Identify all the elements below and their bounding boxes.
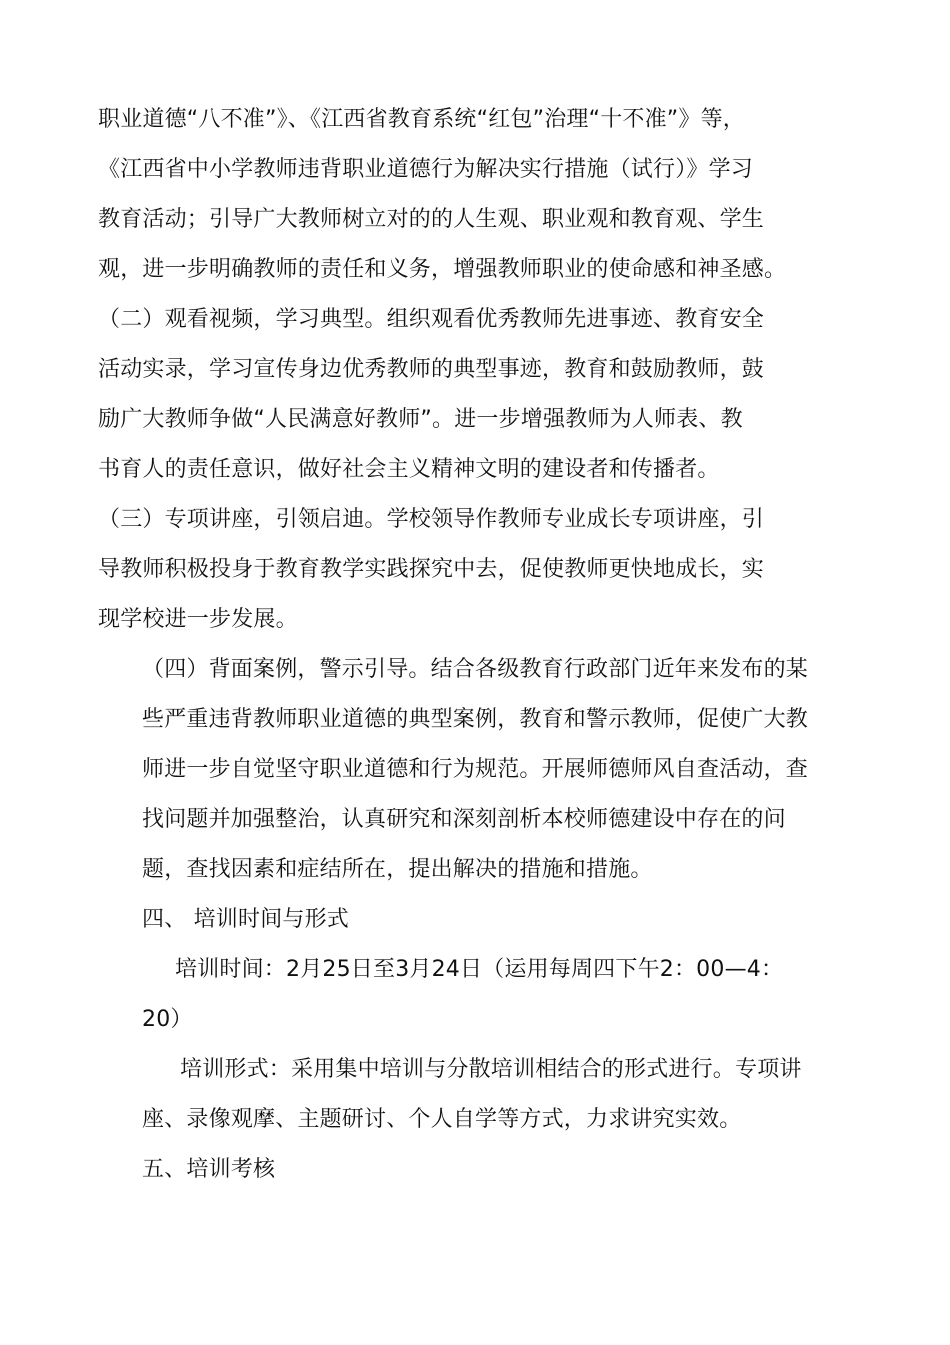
paragraph-line: 培训时间：2月25日至3月24日（运用每周四下午2：00—4： bbox=[175, 957, 784, 982]
section-heading: 五、培训考核 bbox=[142, 1157, 276, 1182]
section-heading: 四、 培训时间与形式 bbox=[142, 907, 349, 932]
paragraph-line: （四）背面案例，警示引导。结合各级教育行政部门近年来发布的某 bbox=[142, 657, 809, 682]
paragraph-line: （二）观看视频，学习典型。组织观看优秀教师先进事迹、教育安全 bbox=[98, 307, 765, 332]
paragraph-line: 《江西省中小学教师违背职业道德行为解决实行措施（试行）》学习 bbox=[98, 157, 754, 182]
paragraph-line: 教育活动；引导广大教师树立对的的人生观、职业观和教育观、学生 bbox=[98, 207, 765, 232]
paragraph-line: 找问题并加强整治，认真研究和深刻剖析本校师德建设中存在的问 bbox=[142, 807, 786, 832]
paragraph-line: 活动实录，学习宣传身边优秀教师的典型事迹，教育和鼓励教师，鼓 bbox=[98, 357, 765, 382]
paragraph-line: 座、录像观摩、主题研讨、个人自学等方式，力求讲究实效。 bbox=[142, 1107, 742, 1132]
paragraph-line: 导教师积极投身于教育教学实践探究中去，促使教师更快地成长，实 bbox=[98, 557, 765, 582]
paragraph-line: 培训形式：采用集中培训与分散培训相结合的形式进行。专项讲 bbox=[180, 1057, 802, 1082]
paragraph-line: 题，查找因素和症结所在，提出解决的措施和措施。 bbox=[142, 857, 653, 882]
paragraph-line: 20） bbox=[142, 1007, 193, 1032]
paragraph-line: （三）专项讲座，引领启迪。学校领导作教师专业成长专项讲座，引 bbox=[98, 507, 765, 532]
paragraph-line: 些严重违背教师职业道德的典型案例，教育和警示教师，促使广大教 bbox=[142, 707, 809, 732]
paragraph-line: 书育人的责任意识，做好社会主义精神文明的建设者和传播者。 bbox=[98, 457, 720, 482]
paragraph-line: 观，进一步明确教师的责任和义务，增强教师职业的使命感和神圣感。 bbox=[98, 257, 787, 282]
paragraph-line: 现学校进一步发展。 bbox=[98, 607, 298, 632]
paragraph-line: 职业道德“八不准”》、《江西省教育系统“红包”治理“十不准”》等， bbox=[98, 107, 745, 132]
paragraph-line: 励广大教师争做“人民满意好教师”。进一步增强教师为人师表、教 bbox=[98, 407, 743, 432]
paragraph-line: 师进一步自觉坚守职业道德和行为规范。开展师德师风自查活动，查 bbox=[142, 757, 809, 782]
